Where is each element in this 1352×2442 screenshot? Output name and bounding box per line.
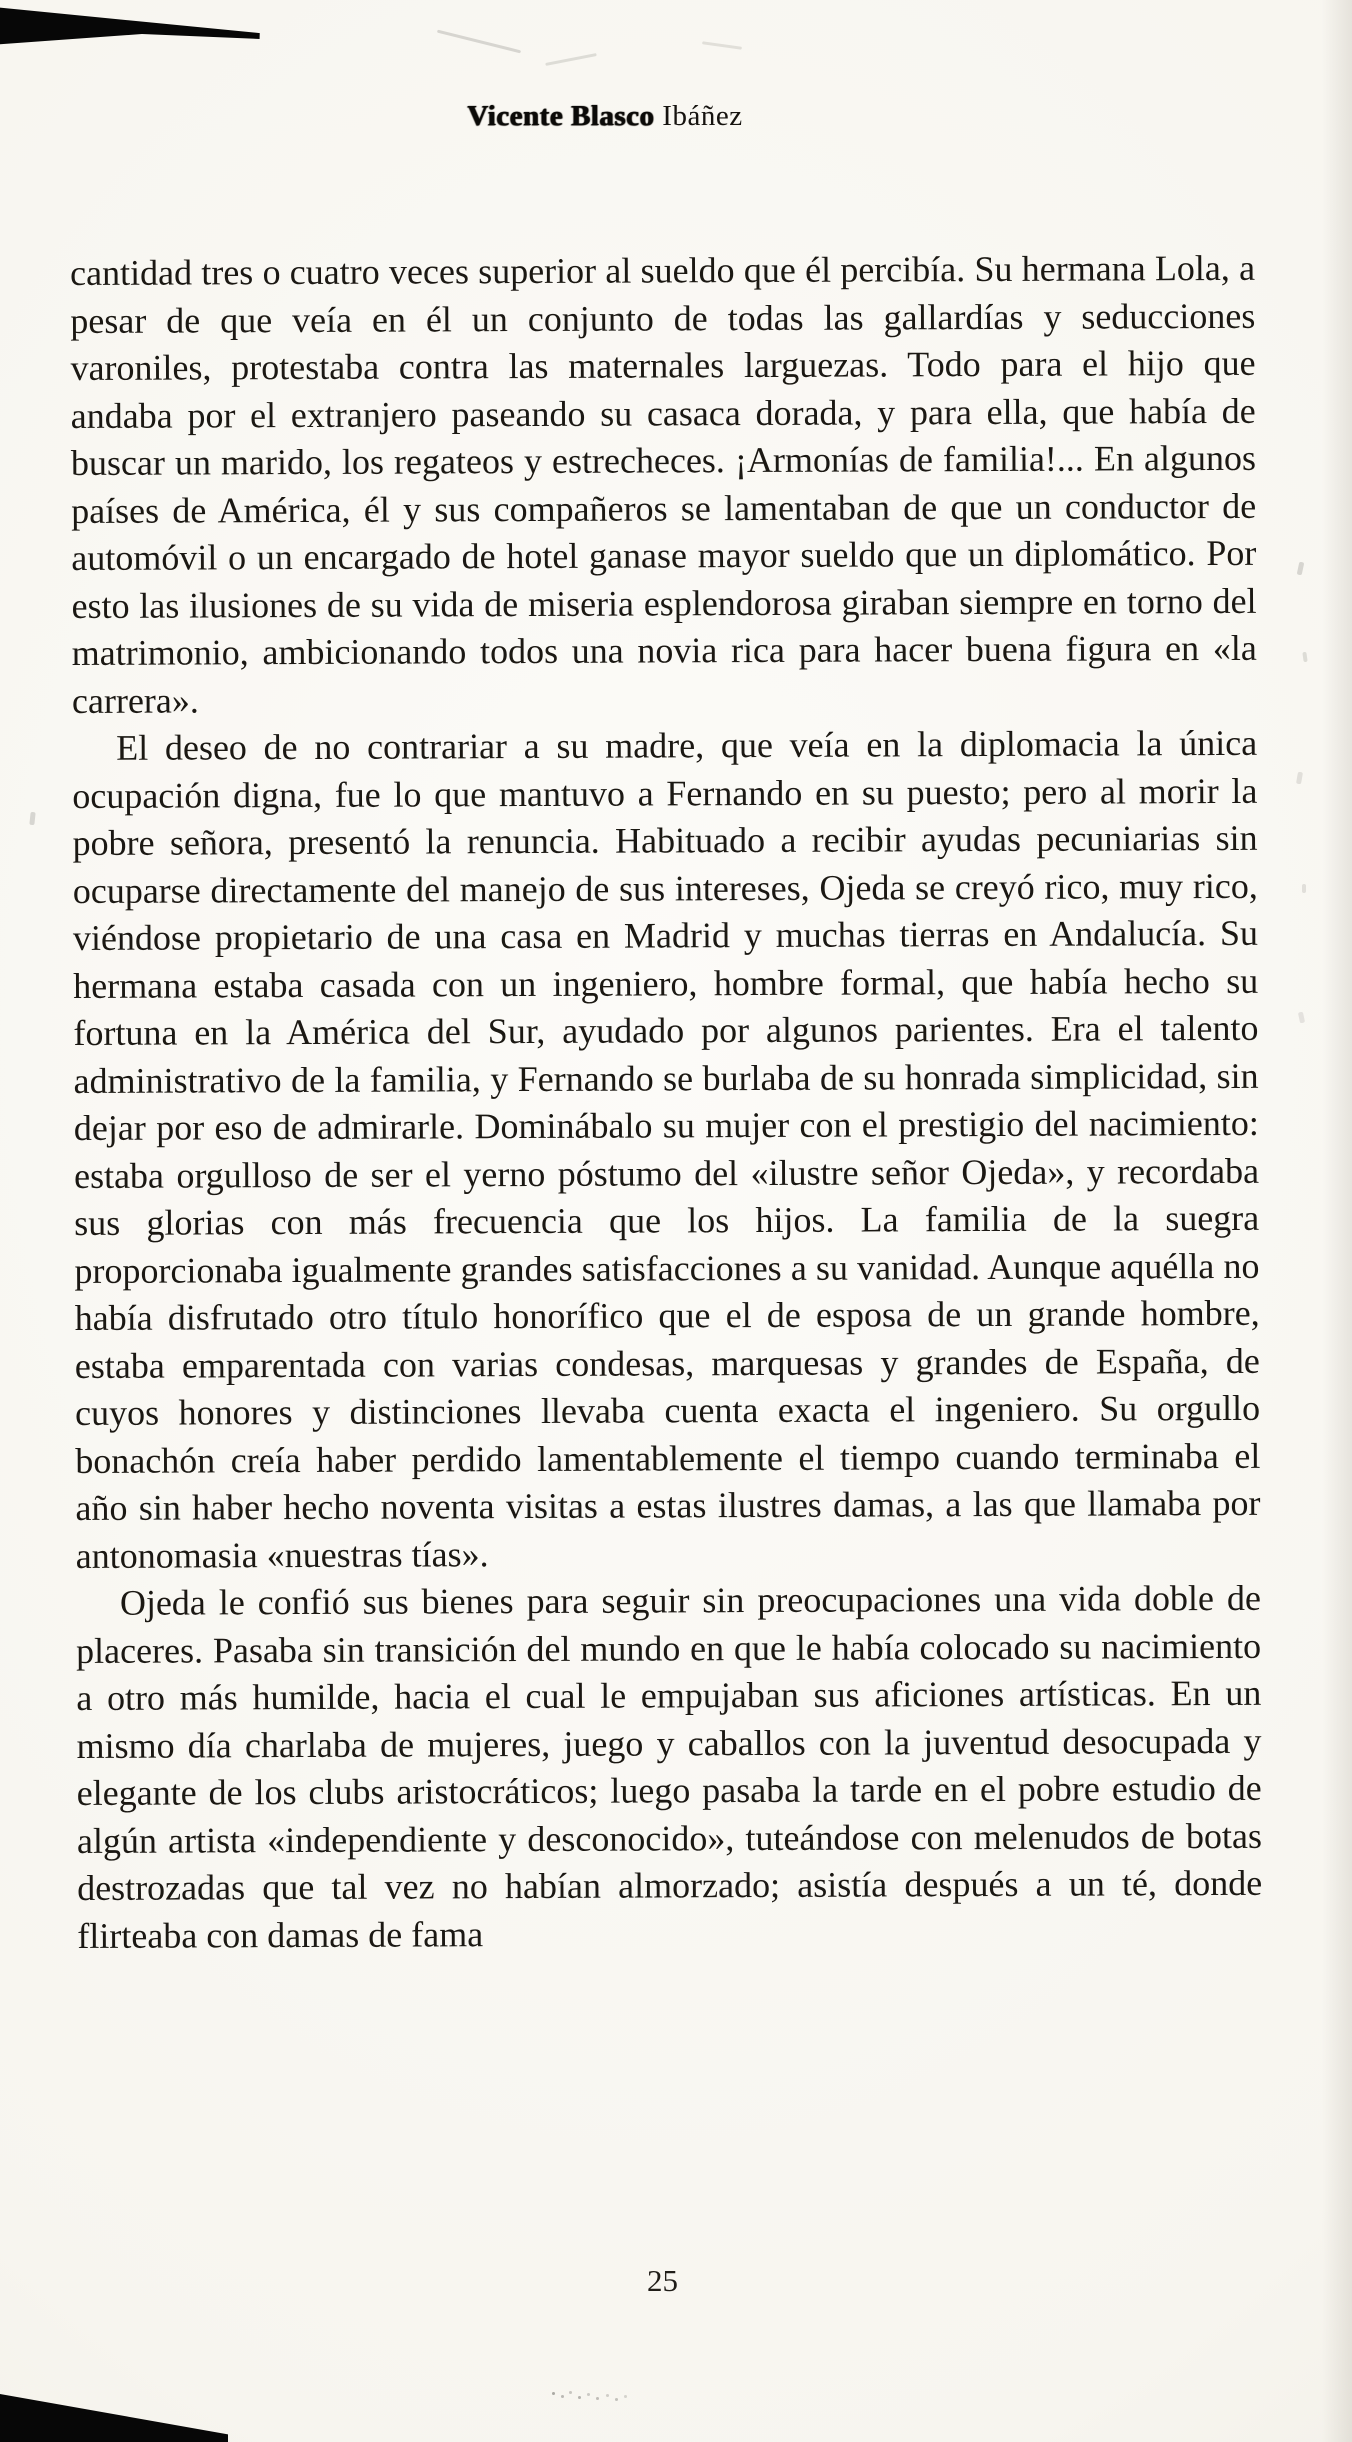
page-edge-shadow (1322, 0, 1352, 2442)
scan-noise-mark (1302, 652, 1307, 662)
running-header-author-smudged: Vicente Blasco (467, 100, 655, 132)
scan-noise-mark (29, 812, 35, 825)
scan-artifact-top-left (0, 3, 260, 50)
scan-noise-mark (1296, 772, 1303, 785)
scan-smudge-bottom (552, 2392, 555, 2395)
paragraph: El deseo de no contrariar a su madre, que veía en la diplomacia la única ocupación digna, fue lo que mantuvo a Fernando en su puesto; pero al morir la pobre señora, presentó la renuncia. Habituado a recibir ayudas pecuniarias sin ocuparse directamente del manejo de sus intereses, Ojeda se creyó rico, muy rico, viéndose propietario de una casa en Madrid y muchas tierras en Andalucía. Su hermana estaba casada con un ingeniero, hombre formal, que había hecho su fortuna en la América del Sur, ayudado por algunos parientes. Era el talento administrativo de la familia, y Fernando se burlaba de su honrada simplicidad, sin dejar por eso de admirarle. Dominábalo su mujer con el prestigio del nacimiento: estaba orgulloso de ser el yerno póstumo del «ilustre señor Ojeda», y recordaba sus glorias con más frecuencia que los hijos. La familia de la suegra proporcionaba igualmente grandes satisfacciones a su vanidad. Aunque aquélla no había disfrutado otro título honorífico que el de esposa de un grande hombre, estaba emparentada con varias condesas, marquesas y grandes de España, de cuyos honores y distinciones llevaba cuenta exacta el ingeniero. Su orgullo bonachón creía haber perdido lamentablemente el tiempo cuando terminaba el año sin haber hecho noventa visitas a estas ilustres damas, a las que llamaba por antonomasia «nuestras tías». (72, 722, 1261, 1576)
scan-noise-mark (702, 41, 742, 50)
paragraph: Ojeda le confió sus bienes para seguir sin preocupaciones una vida doble de placeres. Pasaba sin transición del mundo en que le había colocado su nacimiento a otro más humilde, hacia el cual le empujaban sus aficiones artísticas. En un mismo día charlaba de mujeres, juego y caballos con la juventud desocupada y elegante de los clubs aristocráticos; luego pasaba la tarde en el pobre estudio de algún artista «independiente y desconocido», tuteándose con melenudos de botas destrozadas que tal vez no habían almorzado; asistía después a un té, donde flirteaba con damas de fama (76, 1577, 1263, 1956)
body-text (70, 245, 1262, 1960)
paragraph-continuation: cantidad tres o cuatro veces superior al sueldo que él percibía. Su hermana Lola, a pesar de que veía en él un conjunto de todas las gallardías y seducciones varoniles, protestaba contra las maternales larguezas. Todo para el hijo que andaba por el extranjero paseando su casaca dorada, y para ella, que había de buscar un marido, los regateos y estrecheces. ¡Armonías de familia!... En algunos países de América, él y sus compañeros se lamentaban de que un conductor de automóvil o un encargado de hotel ganase mayor sueldo que un diplomático. Por esto las ilusiones de su vida de miseria esplendorosa giraban siempre en torno del matrimonio, ambicionando todos una novia rica para hacer buena figura en «la carrera». (70, 247, 1257, 721)
page-number: 25 (647, 2263, 678, 2298)
scan-noise-mark (1297, 562, 1305, 576)
scan-noise-mark (1298, 1012, 1305, 1024)
running-header (0, 100, 1210, 133)
scan-noise-mark (545, 53, 597, 66)
scan-noise-mark (1302, 884, 1306, 893)
running-header-author-rest: Ibáñez (654, 100, 743, 132)
scan-artifact-bottom-left (0, 2394, 228, 2442)
scan-noise-mark (437, 30, 521, 54)
